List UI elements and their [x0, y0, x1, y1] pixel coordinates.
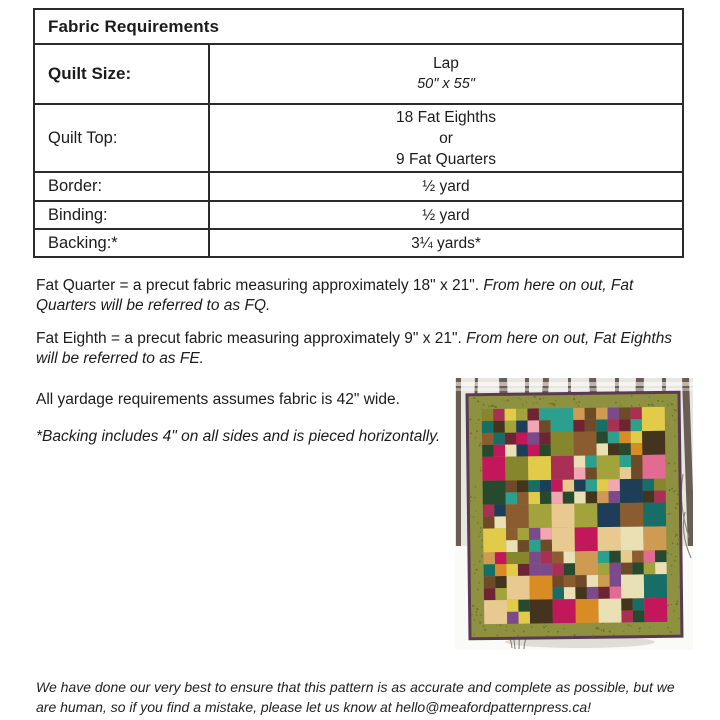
row-label-quilt-top: Quilt Top:: [35, 105, 210, 171]
value-line: 50" x 55": [417, 76, 475, 92]
row-label-border: Border:: [35, 173, 210, 200]
note-fat-eighth: [36, 329, 688, 368]
value-line: Lap: [433, 55, 459, 72]
table-row-border: [35, 171, 682, 200]
footer-disclaimer: We have done our very best to ensure that this pattern is as accurate and complete as possible, but we are human, so if you find a mistake, please let us know at hello@meafordpatternpress.ca!: [36, 679, 675, 715]
value-line: ½ yard: [422, 178, 470, 195]
value-line: 9 Fat Quarters: [396, 150, 496, 168]
row-value-backing: [210, 230, 682, 256]
snow-patch: [455, 388, 693, 391]
note-text: Fat Quarter = a precut fabric measuring approximately 18" x 21".: [36, 277, 484, 294]
row-value-border: [210, 173, 682, 200]
table-row-backing: [35, 228, 682, 256]
row-value-quilt-size: [210, 45, 682, 103]
row-value-binding: [210, 202, 682, 228]
quilt-photo: [455, 378, 693, 650]
note-text-italic: From here on out, Fat Eighths will be referred to as FE.: [36, 330, 673, 367]
row-label-backing: Backing:*: [35, 230, 210, 256]
quilt-patchwork: [482, 407, 668, 624]
note-backing: *Backing includes 4" on all sides and is pieced horizontally.: [36, 427, 441, 445]
table-row-quilt-size: [35, 43, 682, 103]
note-text: Fat Eighth = a precut fabric measuring approximately 9" x 21".: [36, 330, 467, 347]
quilt: [465, 391, 683, 641]
note-text-italic: From here on out, Fat Quarters will be referred to as FQ.: [36, 277, 634, 314]
row-label-binding: Binding:: [35, 202, 210, 228]
table-row-binding: [35, 200, 682, 228]
fabric-requirements-table: [33, 8, 684, 258]
value-line: or: [439, 129, 453, 147]
quilt-photo-svg: [455, 378, 693, 650]
note-fat-quarter: [36, 276, 688, 315]
note-yardage: All yardage requirements assumes fabric is 42" wide.: [36, 391, 400, 408]
table-row-quilt-top: [35, 103, 682, 171]
value-line: 18 Fat Eighths: [396, 108, 496, 126]
value-line: ½ yard: [422, 206, 470, 224]
tree-trunk: [456, 378, 461, 558]
row-label-quilt-size: Quilt Size:: [35, 45, 210, 103]
table-title: Fabric Requirements: [48, 16, 220, 36]
snow-patch: [455, 382, 693, 386]
row-value-quilt-top: [210, 105, 682, 171]
value-line: 3¼ yards*: [411, 234, 481, 252]
